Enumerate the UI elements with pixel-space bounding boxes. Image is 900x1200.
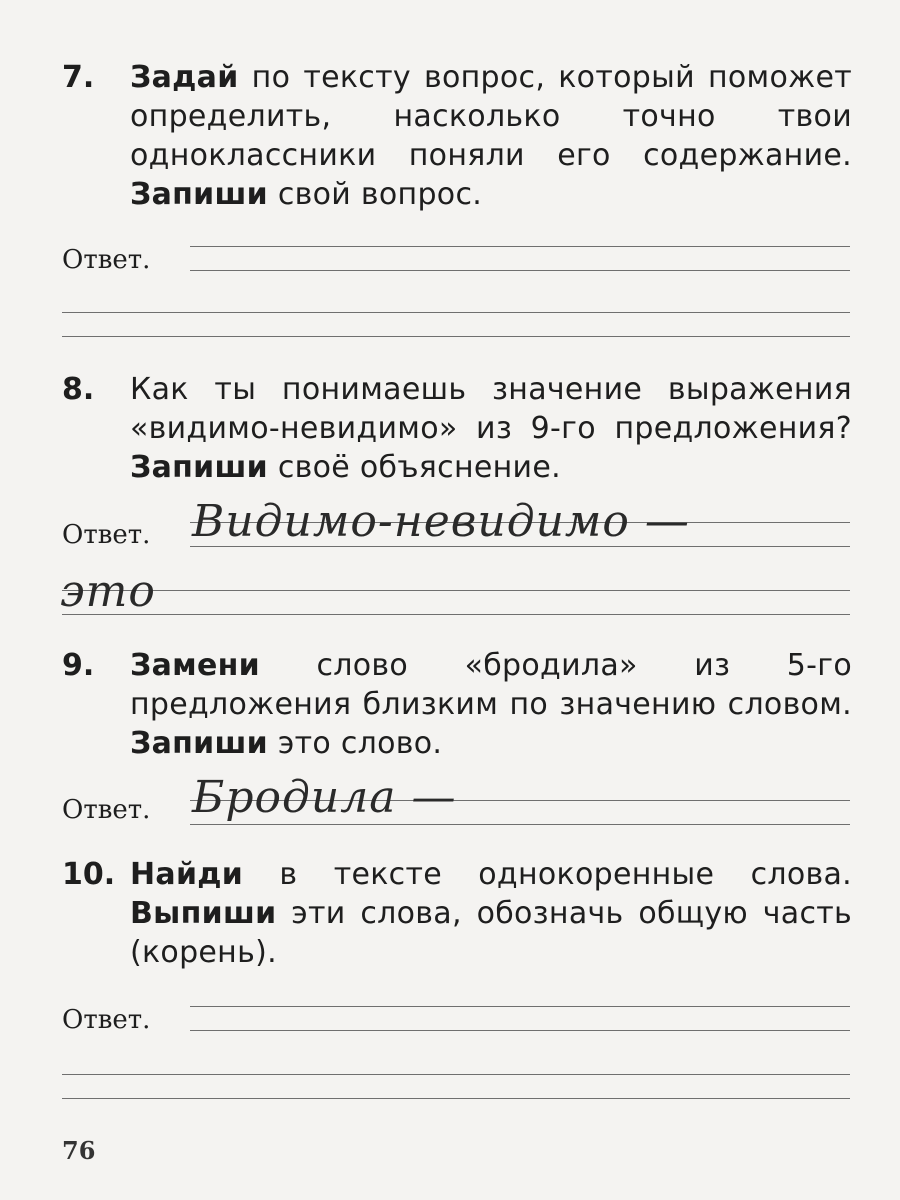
task-text bbox=[130, 855, 852, 972]
task-9 bbox=[62, 646, 852, 763]
task-text-part: слово «бродила» из 5-го предложения близким по значению словом. bbox=[130, 648, 852, 722]
task-text-part: по тексту вопрос, который поможет определить, насколько точно твои одноклассники поняли его содержание. bbox=[130, 60, 852, 173]
task-text-part: это слово. bbox=[268, 726, 443, 761]
task-text bbox=[130, 646, 852, 763]
task-7 bbox=[62, 58, 852, 214]
answer-line[interactable] bbox=[62, 1098, 850, 1099]
handwritten-answer: это bbox=[60, 566, 156, 617]
task-verb: Запиши bbox=[130, 177, 268, 212]
task-text-part: Как ты понимаешь значение выражения «видимо-невидимо» из 9-го предложения? bbox=[130, 372, 852, 446]
task-number: 9. bbox=[62, 648, 95, 683]
task-number: 7. bbox=[62, 60, 95, 95]
answer-line[interactable] bbox=[190, 270, 850, 271]
task-text-part: своё объяснение. bbox=[268, 450, 561, 485]
task-number: 8. bbox=[62, 372, 95, 407]
answer-line[interactable] bbox=[62, 312, 850, 313]
task-verb: Найди bbox=[130, 857, 244, 892]
task-text bbox=[130, 58, 852, 214]
task-verb: Запиши bbox=[130, 726, 268, 761]
task-text-part: свой вопрос. bbox=[268, 177, 483, 212]
handwritten-answer: Видимо-невидимо — bbox=[192, 496, 690, 547]
task-text bbox=[130, 370, 852, 487]
task-10 bbox=[62, 855, 852, 972]
answer-label: Ответ. bbox=[62, 1005, 151, 1035]
task-text-part: эти слова, обозначь общую часть (корень). bbox=[130, 896, 852, 970]
answer-line[interactable] bbox=[190, 1006, 850, 1007]
task-8 bbox=[62, 370, 852, 487]
task-verb: Запиши bbox=[130, 450, 268, 485]
answer-line[interactable] bbox=[190, 1030, 850, 1031]
task-text-part: в тексте однокоренные слова. bbox=[243, 857, 852, 892]
answer-line[interactable] bbox=[62, 336, 850, 337]
answer-label: Ответ. bbox=[62, 520, 151, 550]
task-verb: Замени bbox=[130, 648, 260, 683]
answer-line[interactable] bbox=[190, 824, 850, 825]
task-verb: Задай bbox=[130, 60, 239, 95]
page-number: 76 bbox=[62, 1136, 96, 1165]
task-number: 10. bbox=[62, 857, 116, 892]
handwritten-answer: Бродила — bbox=[192, 772, 457, 823]
answer-line[interactable] bbox=[62, 614, 850, 615]
task-verb: Выпиши bbox=[130, 896, 277, 931]
answer-line[interactable] bbox=[190, 246, 850, 247]
answer-line[interactable] bbox=[62, 1074, 850, 1075]
answer-line[interactable] bbox=[62, 590, 850, 591]
answer-label: Ответ. bbox=[62, 245, 151, 275]
answer-label: Ответ. bbox=[62, 795, 151, 825]
